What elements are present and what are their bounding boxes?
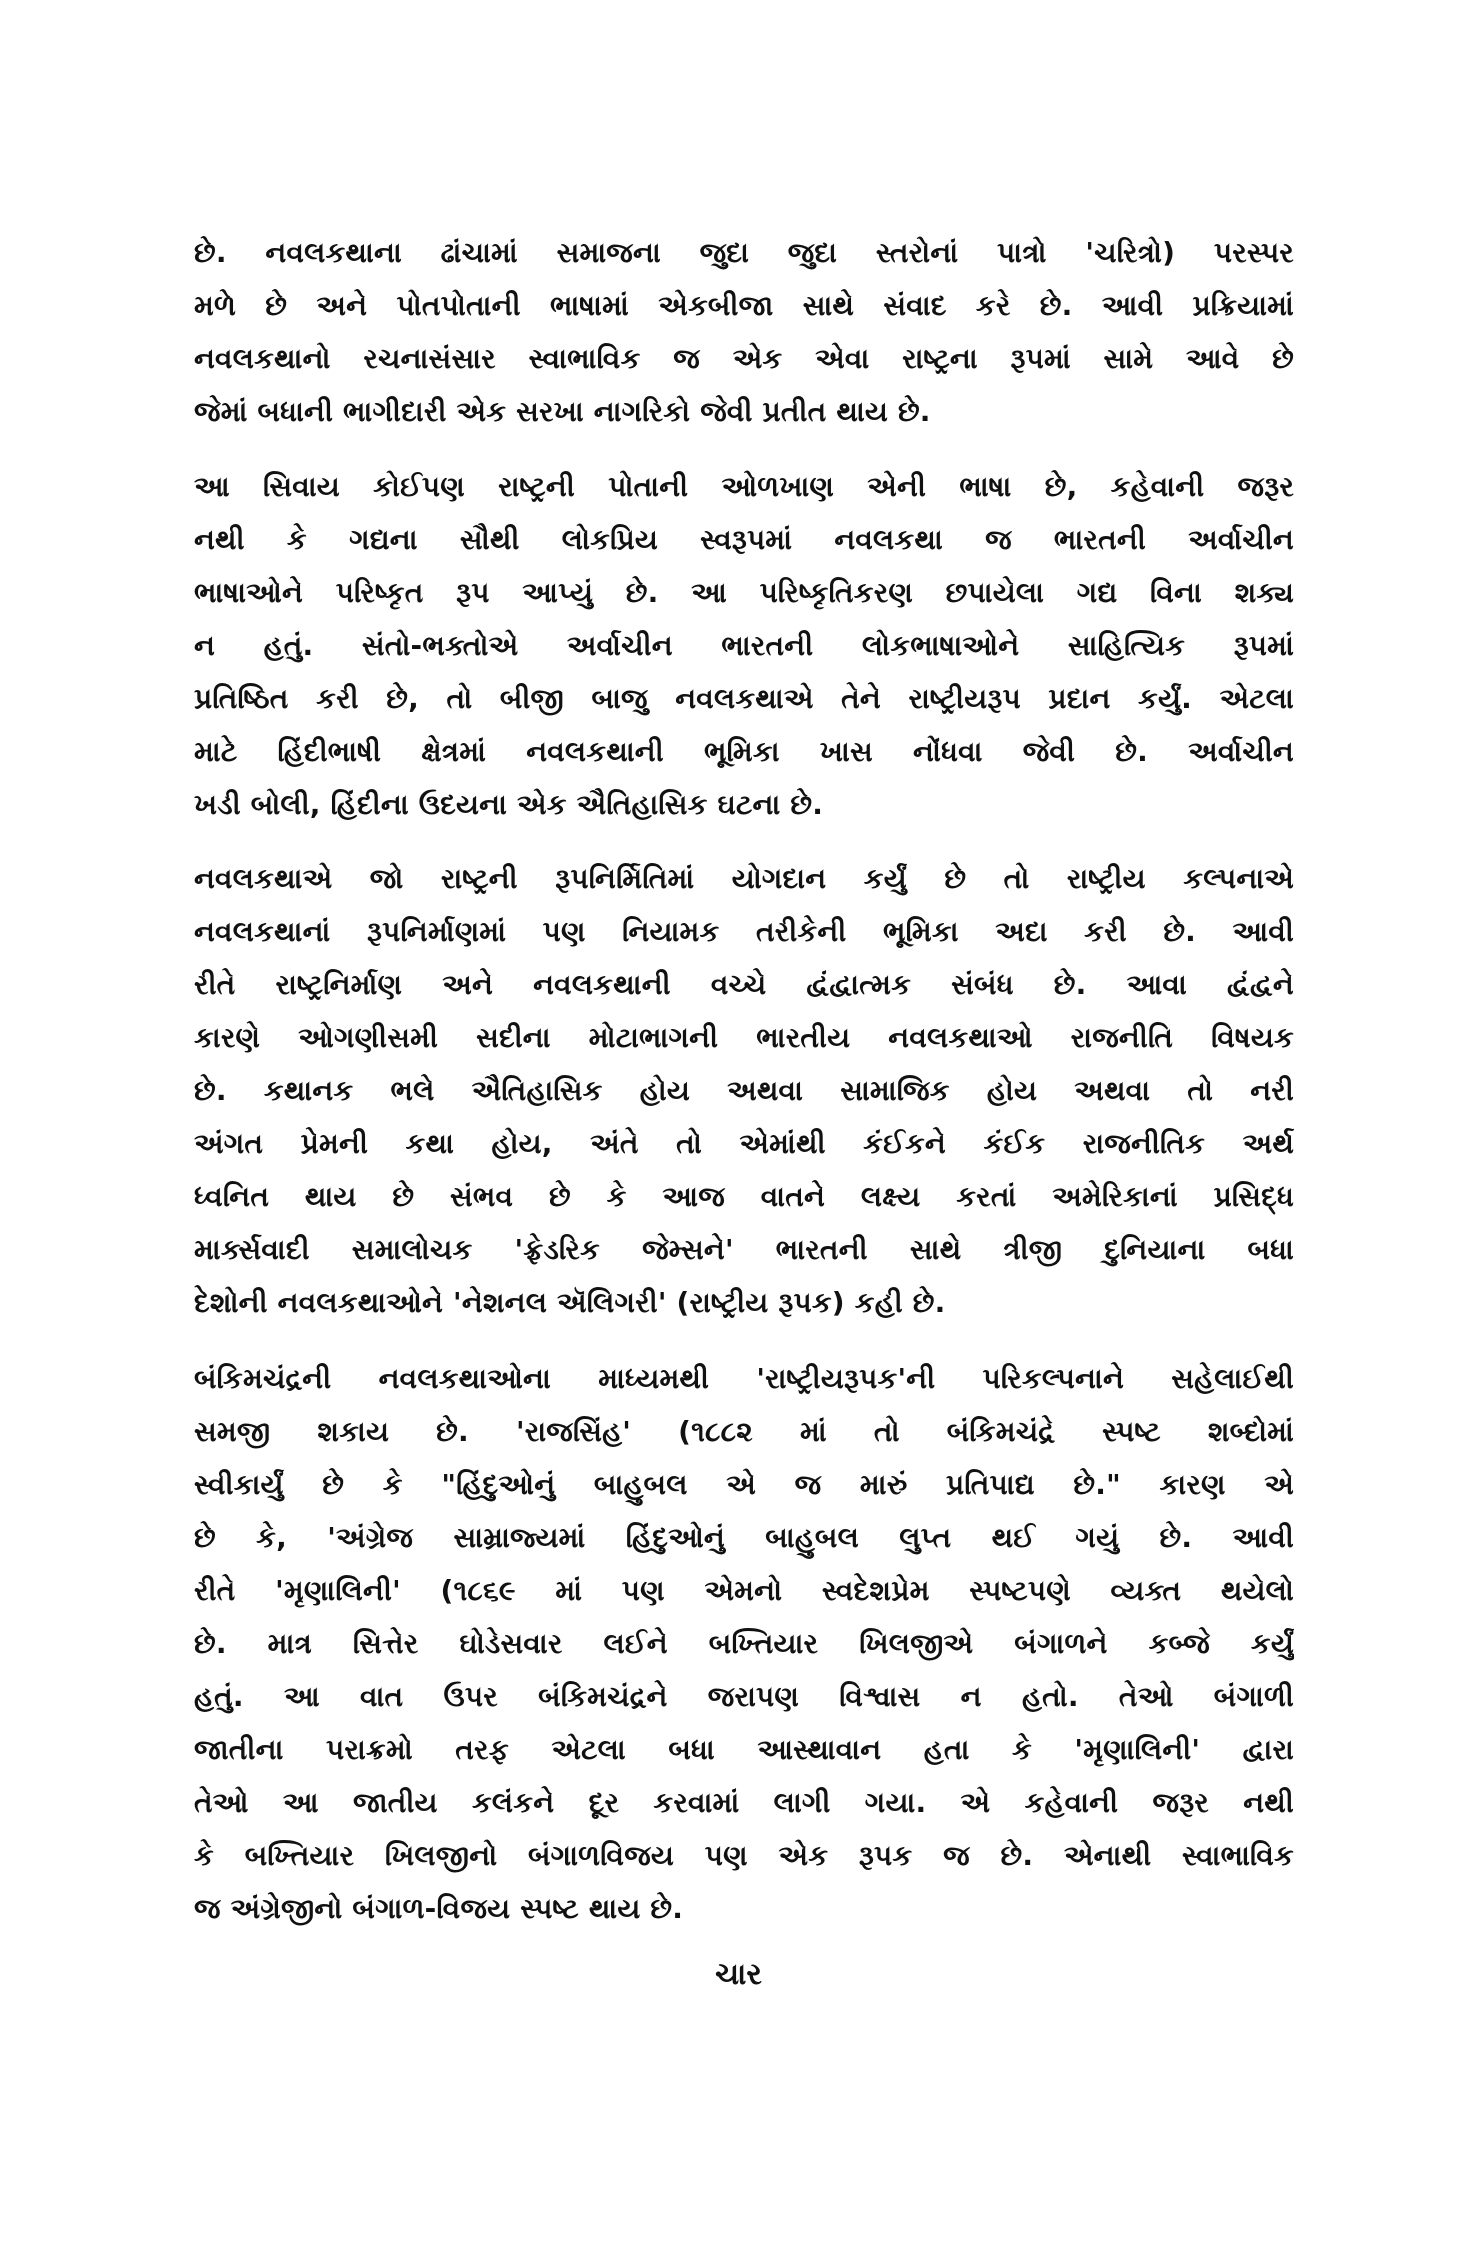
text-line: જ અંગ્રેજીનો બંગાળ-વિજય સ્પષ્ટ થાય છે. [194, 1892, 684, 1925]
text-line: અંગત પ્રેમની કથા હોય, અંતે તો એમાંથી કંઈકને કંઈક રાજનીતિક અર્થ [194, 1127, 1294, 1160]
text-line: મળે છે અને પોતપોતાની ભાષામાં એકબીજા સાથે સંવાદ કરે છે. આવી પ્રક્રિયામાં [194, 289, 1294, 322]
text-line: છે કે, 'અંગ્રેજ સામ્રાજ્યમાં હિંદુઓનું બાહુબલ લુપ્ત થઈ ગયું છે. આવી [194, 1521, 1294, 1554]
text-line: નથી કે ગદ્યના સૌથી લોકપ્રિય સ્વરૂપમાં નવલકથા જ ભારતની અર્વાચીન [194, 523, 1294, 556]
text-line: ન હતું. સંતો-ભક્તોએ અર્વાચીન ભારતની લોકભાષાઓને સાહિત્યિક રૂપમાં [194, 629, 1294, 662]
text-line: દેશોની નવલકથાઓને 'નેશનલ ઍલિગરી' (રાષ્ટ્રીય રૂપક) કહી છે. [194, 1286, 946, 1319]
text-line: નવલકથાએ જો રાષ્ટ્રની રૂપનિર્મિતિમાં યોગદાન કર્યું છે તો રાષ્ટ્રીય કલ્પનાએ [194, 862, 1294, 895]
text-line: રીતે રાષ્ટ્રનિર્માણ અને નવલકથાની વચ્ચે દ્વંદ્વાત્મક સંબંધ છે. આવા દ્વંદ્વને [194, 968, 1294, 1001]
paragraph-2 [194, 460, 1294, 831]
text-line: બંકિમચંદ્રની નવલકથાઓના માધ્યમથી 'રાષ્ટ્રીયરૂપક'ની પરિકલ્પનાને સહેલાઈથી [194, 1362, 1294, 1395]
text-line: માર્ક્સવાદી સમાલોચક 'ફ્રેડરિક જેમ્સને' ભારતની સાથે ત્રીજી દુનિયાના બધા [194, 1233, 1294, 1266]
text-line: છે. માત્ર સિત્તેર ઘોડેસવાર લઈને બખ્તિયાર ખિલજીએ બંગાળને કબ્જે કર્યું [194, 1627, 1294, 1660]
text-line: નવલકથાનો રચનાસંસાર સ્વાભાવિક જ એક એવા રાષ્ટ્રના રૂપમાં સામે આવે છે [194, 342, 1294, 375]
text-line: ભાષાઓને પરિષ્કૃત રૂપ આપ્યું છે. આ પરિષ્કૃતિકરણ છપાયેલા ગદ્ય વિના શક્ય [194, 576, 1294, 609]
page-number: ચાર [715, 1957, 762, 1992]
text-line: છે. કથાનક ભલે ઐતિહાસિક હોય અથવા સામાજિક હોય અથવા તો નરી [194, 1074, 1294, 1107]
text-line: સમજી શકાય છે. 'રાજસિંહ' (૧૮૮૨ માં તો બંકિમચંદ્રે સ્પષ્ટ શબ્દોમાં [194, 1415, 1294, 1448]
text-line: આ સિવાય કોઈપણ રાષ્ટ્રની પોતાની ઓળખાણ એની ભાષા છે, કહેવાની જરૂર [194, 470, 1294, 503]
text-line: જાતીના પરાક્રમો તરફ એટલા બધા આસ્થાવાન હતા કે 'મૃણાલિની' દ્વારા [194, 1733, 1294, 1766]
text-line: ખડી બોલી, હિંદીના ઉદયના એક ઐતિહાસિક ઘટના છે. [194, 788, 824, 821]
text-line: રીતે 'મૃણાલિની' (૧૮૬૯ માં પણ એમનો સ્વદેશપ્રેમ સ્પષ્ટપણે વ્યક્ત થયેલો [194, 1574, 1294, 1607]
text-line: માટે હિંદીભાષી ક્ષેત્રમાં નવલકથાની ભૂમિકા ખાસ નોંધવા જેવી છે. અર્વાચીન [194, 735, 1294, 768]
text-line: સ્વીકાર્યું છે કે "હિંદુઓનું બાહુબલ એ જ મારું પ્રતિપાદ્ય છે." કારણ એ [194, 1468, 1294, 1501]
paragraph-3 [194, 852, 1294, 1329]
text-line: નવલકથાનાં રૂપનિર્માણમાં પણ નિયામક તરીકેની ભૂમિકા અદા કરી છે. આવી [194, 915, 1294, 948]
text-line: છે. નવલકથાના ઢાંચામાં સમાજના જુદા જુદા સ્તરોનાં પાત્રો 'ચરિત્રો) પરસ્પર [194, 236, 1294, 269]
text-line: ધ્વનિત થાય છે સંભવ છે કે આજ વાતને લક્ષ્ય કરતાં અમેરિકાનાં પ્રસિદ્ધ [194, 1180, 1294, 1213]
text-line: પ્રતિષ્ઠિત કરી છે, તો બીજી બાજુ નવલકથાએ તેને રાષ્ટ્રીયરૂપ પ્રદાન કર્યું. એટલા [194, 682, 1294, 715]
text-line: હતું. આ વાત ઉપર બંકિમચંદ્રને જરાપણ વિશ્વાસ ન હતો. તેઓ બંગાળી [194, 1680, 1294, 1713]
text-line: કે બખ્તિયાર ખિલજીનો બંગાળવિજય પણ એક રૂપક જ છે. એનાથી સ્વાભાવિક [194, 1839, 1294, 1872]
text-line: તેઓ આ જાતીય કલંકને દૂર કરવામાં લાગી ગયા. એ કહેવાની જરૂર નથી [194, 1786, 1294, 1819]
text-line: કારણે ઓગણીસમી સદીના મોટાભાગની ભારતીય નવલકથાઓ રાજનીતિ વિષયક [194, 1021, 1294, 1054]
text-line: જેમાં બધાની ભાગીદારી એક સરખા નાગરિકો જેવી પ્રતીત થાય છે. [194, 395, 931, 428]
paragraph-4 [194, 1352, 1294, 1935]
paragraph-1 [194, 226, 1294, 438]
